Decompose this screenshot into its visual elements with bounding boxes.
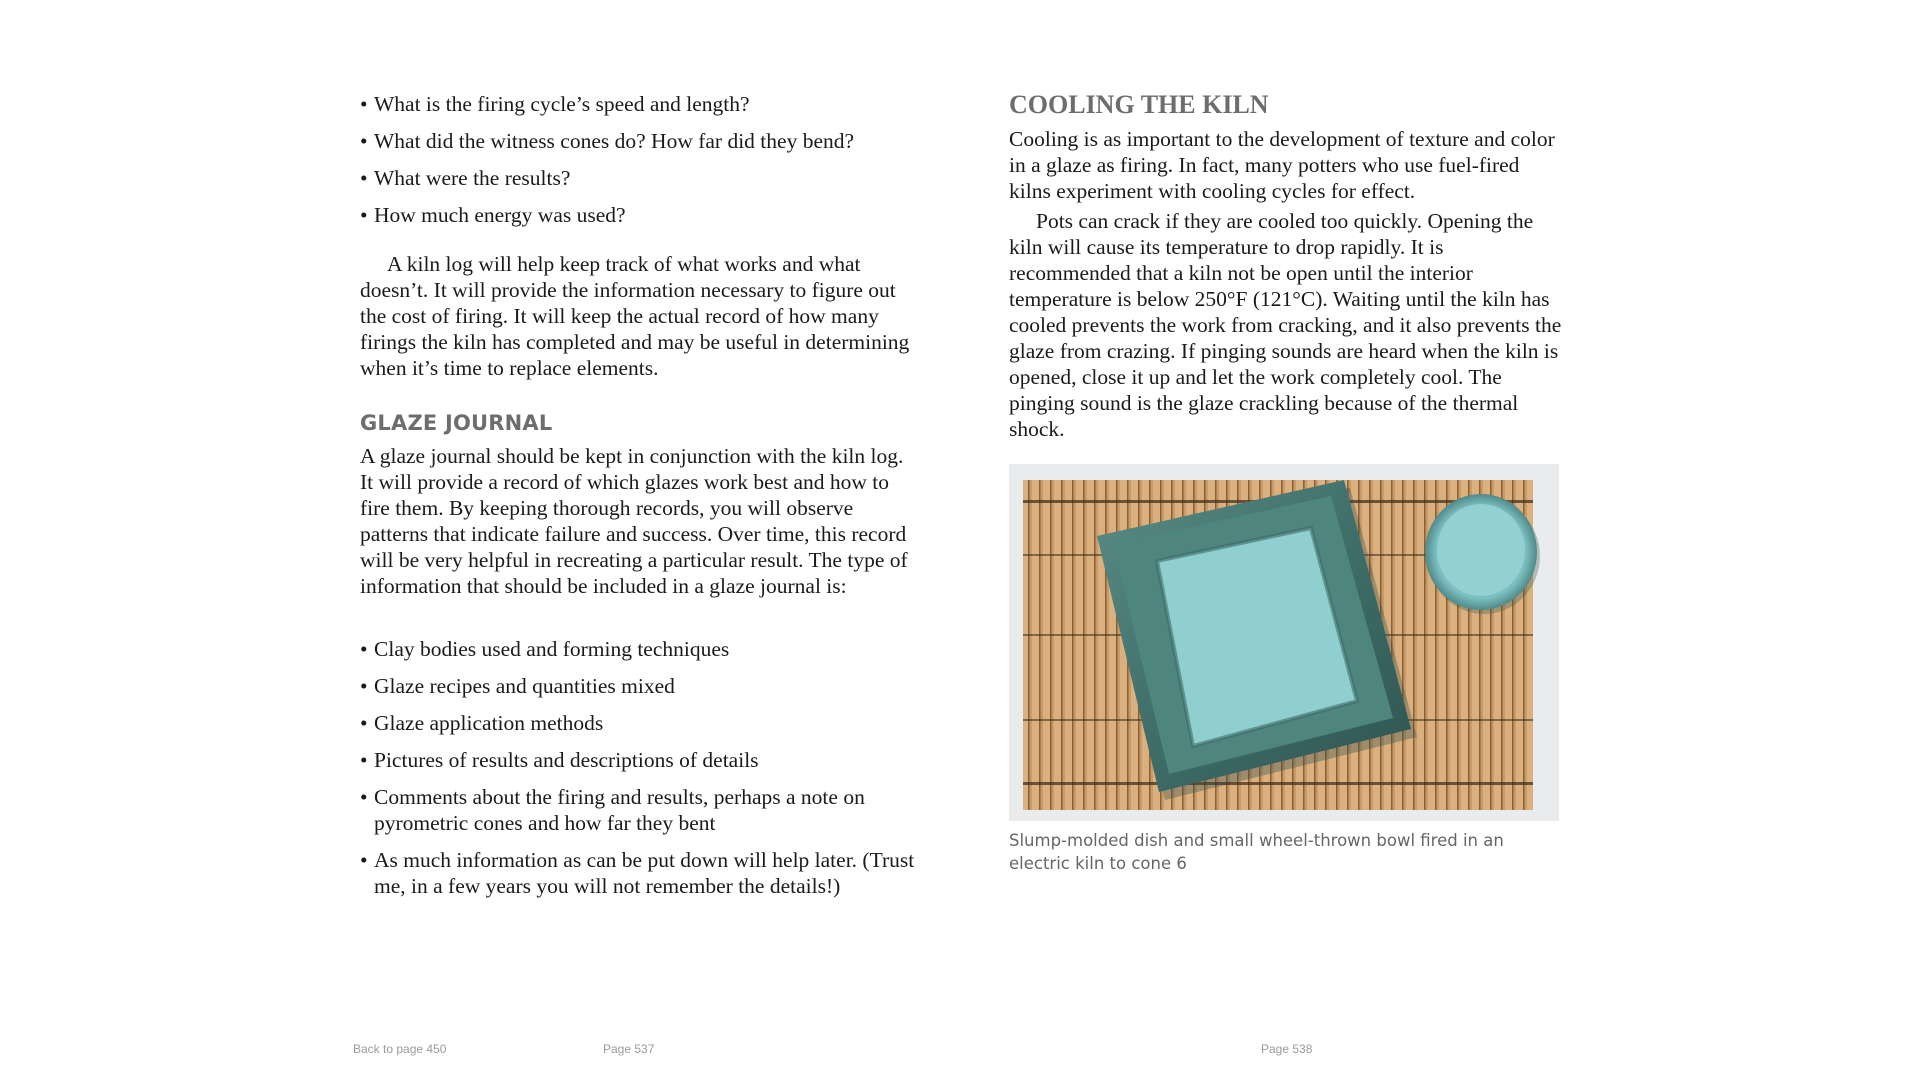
glaze-journal-heading: GLAZE JOURNAL (360, 411, 553, 435)
right-page-number: Page 538 (1261, 1042, 1313, 1056)
list-item: • As much information as can be put down will help later. (Trust me, in a few years you will not remember the details!) (360, 847, 915, 899)
list-item: • Comments about the firing and results, perhaps a note on pyrometric cones and how far they bent (360, 784, 915, 836)
list-item: • What were the results? (360, 165, 915, 191)
cooling-paragraph-2: Pots can crack if they are cooled too quickly. Opening the kiln will cause its temperature to drop rapidly. It is recommended that a kiln not be open until the interior temperature is below 250°F (121°C). Waiting until the kiln has cooled prevents the work from cracking, and it also prevents the glaze from crazing. If pinging sounds are heard when the kiln is opened, close it up and let the work completely cool. The pinging sound is the glaze crackling because of the thermal shock. (1009, 209, 1562, 441)
glaze-journal-paragraph: A glaze journal should be kept in conjunction with the kiln log. It will provide a record of which glazes work best and how to fire them. By keeping thorough records, you will observe patterns that indicate failure and success. Over time, this record will be very helpful in recreating a particular result. The type of information that should be included in a glaze journal is: (360, 444, 908, 598)
list-item: • Glaze application methods (360, 710, 915, 736)
photo-illustration (1009, 464, 1559, 821)
ceramic-dish-photo (1009, 464, 1559, 821)
list-item: • Pictures of results and descriptions of details (360, 747, 915, 773)
list-item: • What is the firing cycle’s speed and length? (360, 91, 915, 117)
cooling-paragraph-1: Cooling is as important to the development of texture and color in a glaze as firing. In fact, many potters who use fuel-fired kilns experiment with cooling cycles for effect. (1009, 127, 1555, 203)
list-item: • Clay bodies used and forming techniques (360, 636, 915, 662)
back-to-page-link[interactable]: Back to page 450 (353, 1042, 447, 1056)
glaze-journal-list (360, 636, 915, 910)
list-item: • Glaze recipes and quantities mixed (360, 673, 915, 699)
photo-caption: Slump-molded dish and small wheel-thrown bowl fired in an electric kiln to cone 6 (1009, 831, 1504, 873)
cooling-the-kiln-heading: COOLING THE KILN (1009, 90, 1269, 119)
left-page-number: Page 537 (603, 1042, 655, 1056)
kiln-log-questions-list (360, 91, 915, 239)
kiln-log-paragraph: A kiln log will help keep track of what works and what doesn’t. It will provide the information necessary to figure out the cost of firing. It will keep the actual record of how many firings the kiln has completed and may be useful in determining when it’s time to replace elements. (360, 252, 910, 380)
list-item: • What did the witness cones do? How far did they bend? (360, 128, 915, 154)
list-item: • How much energy was used? (360, 202, 915, 228)
